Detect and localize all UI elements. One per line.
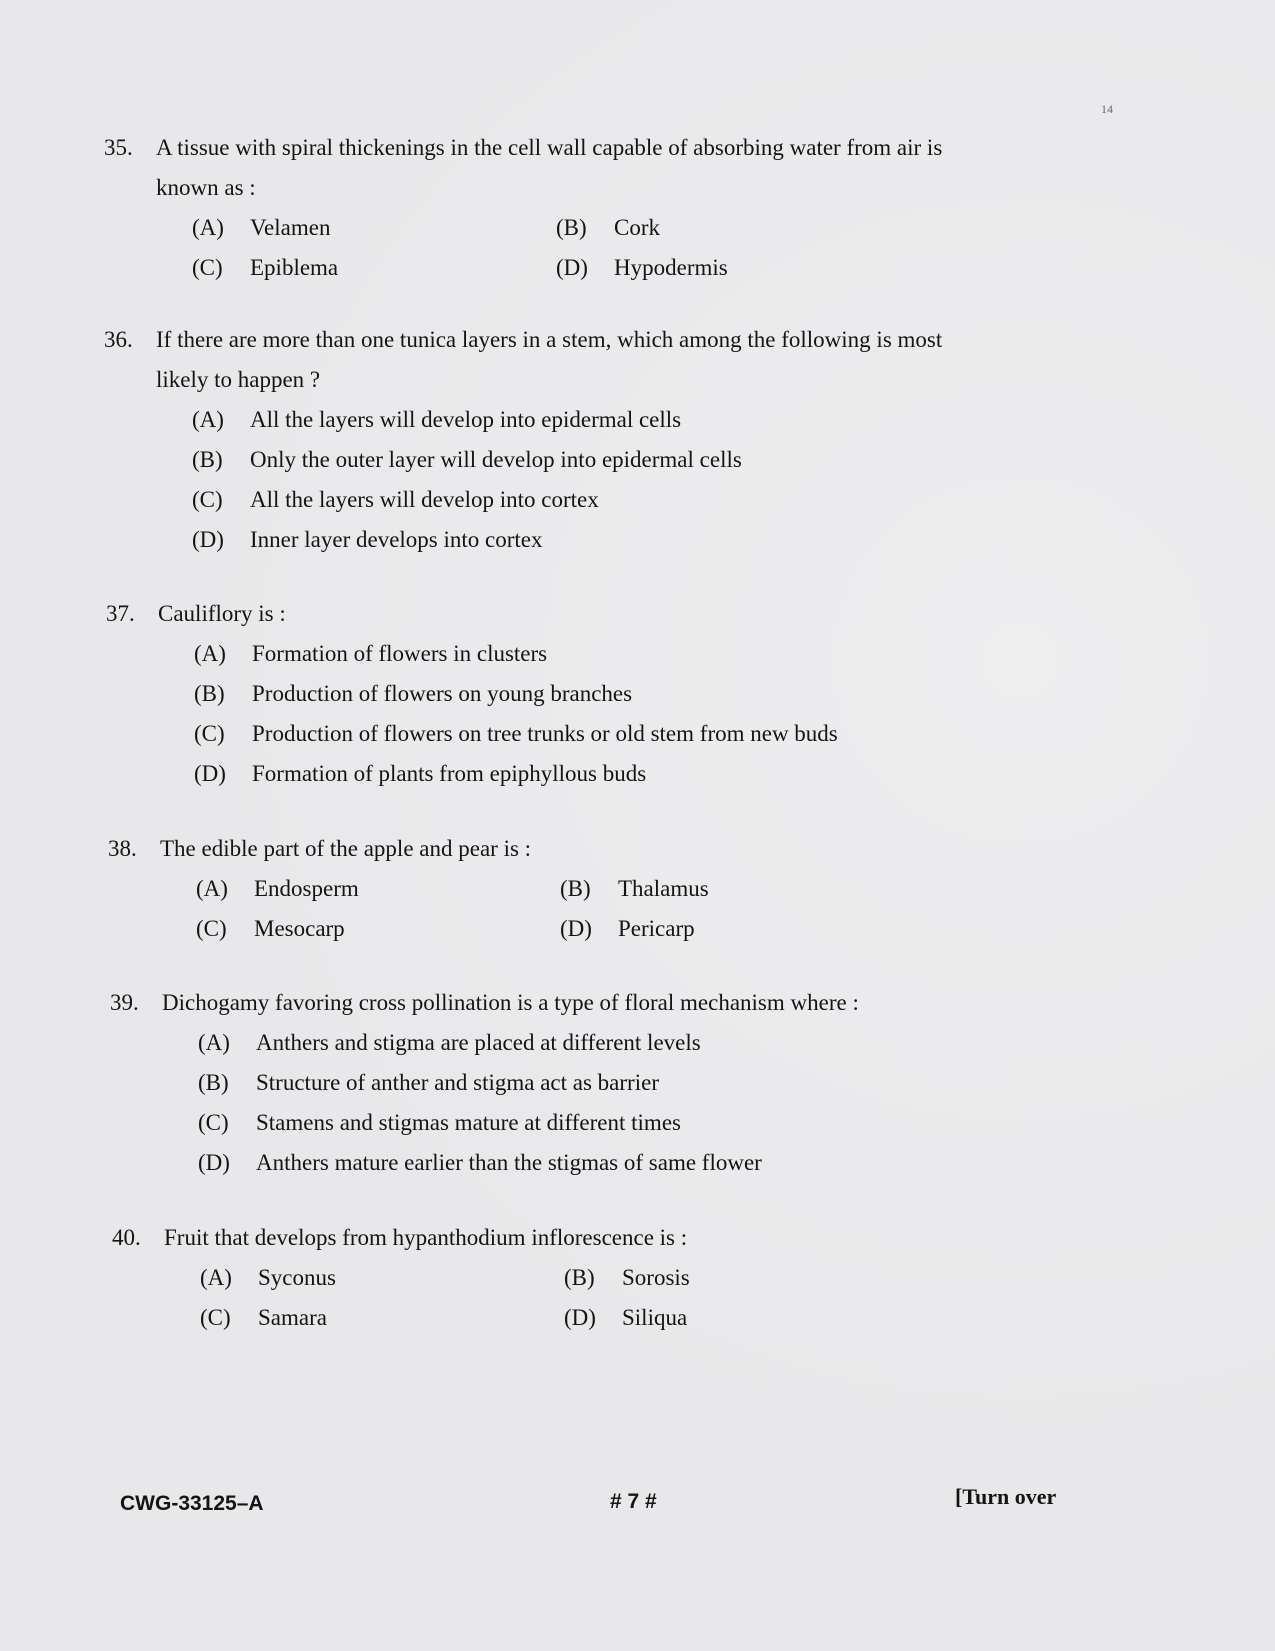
option-d xyxy=(198,1143,1010,1183)
option-d xyxy=(560,909,920,949)
paper-code: CWG-33125–A xyxy=(120,1492,264,1515)
option-text: Only the outer layer will develop into epidermal cells xyxy=(250,447,742,472)
options-grid xyxy=(192,208,1004,288)
options-grid xyxy=(196,869,1008,949)
question-35 xyxy=(104,128,1004,288)
options-list xyxy=(194,634,1006,794)
option-letter: (D) xyxy=(198,1150,230,1175)
option-a xyxy=(198,1023,1010,1063)
option-letter: (C) xyxy=(192,255,223,280)
option-text: Mesocarp xyxy=(254,916,345,941)
option-letter: (C) xyxy=(196,916,227,941)
option-b xyxy=(192,440,1004,480)
option-text: Inner layer develops into cortex xyxy=(250,527,543,552)
option-letter: (A) xyxy=(200,1265,232,1290)
option-letter: (C) xyxy=(198,1110,229,1135)
question-number: 39. xyxy=(110,990,139,1015)
option-text: Samara xyxy=(258,1305,327,1330)
option-b xyxy=(556,208,916,248)
option-text: Production of flowers on tree trunks or old stem from new buds xyxy=(252,721,838,746)
option-b xyxy=(194,674,1006,714)
option-text: Stamens and stigmas mature at different times xyxy=(256,1110,681,1135)
option-letter: (B) xyxy=(556,215,587,240)
option-text: Pericarp xyxy=(618,916,695,941)
option-text: Endosperm xyxy=(254,876,359,901)
option-c xyxy=(192,480,1004,520)
option-text: Cork xyxy=(614,215,660,240)
option-letter: (D) xyxy=(192,527,224,552)
option-text: Hypodermis xyxy=(614,255,728,280)
question-number: 38. xyxy=(108,836,137,861)
option-d xyxy=(556,248,916,288)
question-text: Fruit that develops from hypanthodium inflorescence is : xyxy=(164,1225,688,1250)
option-b xyxy=(198,1063,1010,1103)
option-text: Thalamus xyxy=(618,876,709,901)
option-letter: (C) xyxy=(200,1305,231,1330)
option-c xyxy=(198,1103,1010,1143)
option-text: Velamen xyxy=(250,215,331,240)
option-letter: (B) xyxy=(192,447,223,472)
question-number: 35. xyxy=(104,135,133,160)
option-text: Formation of plants from epiphyllous buds xyxy=(252,761,647,786)
option-a xyxy=(200,1258,564,1298)
option-text: Structure of anther and stigma act as barrier xyxy=(256,1070,659,1095)
option-c xyxy=(196,909,560,949)
option-a xyxy=(192,400,1004,440)
option-b xyxy=(564,1258,924,1298)
option-text: All the layers will develop into epidermal cells xyxy=(250,407,682,432)
option-text: Syconus xyxy=(258,1265,336,1290)
page-number: # 7 # xyxy=(610,1490,657,1513)
option-a xyxy=(192,208,556,248)
option-letter: (B) xyxy=(194,681,225,706)
options-list xyxy=(198,1023,1010,1183)
option-letter: (A) xyxy=(196,876,228,901)
question-text: If there are more than one tunica layers in a stem, which among the following is most likely to happen ? xyxy=(156,327,943,392)
question-number: 36. xyxy=(104,327,133,352)
option-a xyxy=(196,869,560,909)
option-letter: (B) xyxy=(560,876,591,901)
option-text: Sorosis xyxy=(622,1265,690,1290)
option-letter: (A) xyxy=(192,407,224,432)
option-text: Formation of flowers in clusters xyxy=(252,641,548,666)
question-text: The edible part of the apple and pear is : xyxy=(160,836,532,861)
question-38 xyxy=(108,829,1008,949)
option-letter: (D) xyxy=(194,761,226,786)
option-letter: (A) xyxy=(198,1030,230,1055)
option-letter: (B) xyxy=(564,1265,595,1290)
question-text: Cauliflory is : xyxy=(158,601,286,626)
options-grid xyxy=(200,1258,1012,1338)
option-c xyxy=(192,248,556,288)
option-letter: (A) xyxy=(192,215,224,240)
question-text: A tissue with spiral thickenings in the cell wall capable of absorbing water from air is known as : xyxy=(156,135,943,200)
option-d xyxy=(194,754,1006,794)
turn-over-note: [Turn over xyxy=(955,1484,1057,1509)
question-number: 40. xyxy=(112,1225,141,1250)
option-d xyxy=(564,1298,924,1338)
option-a xyxy=(194,634,1006,674)
option-text: Siliqua xyxy=(622,1305,688,1330)
page-corner-mark: 14 xyxy=(1101,102,1113,116)
option-letter: (C) xyxy=(192,487,223,512)
option-letter: (C) xyxy=(194,721,225,746)
question-40 xyxy=(112,1218,1012,1338)
option-text: Epiblema xyxy=(250,255,339,280)
option-letter: (D) xyxy=(560,916,592,941)
option-c xyxy=(200,1298,564,1338)
question-37 xyxy=(106,594,1006,794)
question-36 xyxy=(104,320,1004,560)
option-c xyxy=(194,714,1006,754)
option-letter: (D) xyxy=(564,1305,596,1330)
option-d xyxy=(192,520,1004,560)
question-number: 37. xyxy=(106,601,135,626)
question-39 xyxy=(110,983,1010,1183)
option-text: Anthers and stigma are placed at different levels xyxy=(256,1030,701,1055)
question-text: Dichogamy favoring cross pollination is a type of floral mechanism where : xyxy=(162,990,859,1015)
option-letter: (D) xyxy=(556,255,588,280)
option-text: All the layers will develop into cortex xyxy=(250,487,599,512)
option-b xyxy=(560,869,920,909)
options-list xyxy=(192,400,1004,560)
option-text: Anthers mature earlier than the stigmas of same flower xyxy=(256,1150,762,1175)
option-text: Production of flowers on young branches xyxy=(252,681,633,706)
option-letter: (B) xyxy=(198,1070,229,1095)
option-letter: (A) xyxy=(194,641,226,666)
